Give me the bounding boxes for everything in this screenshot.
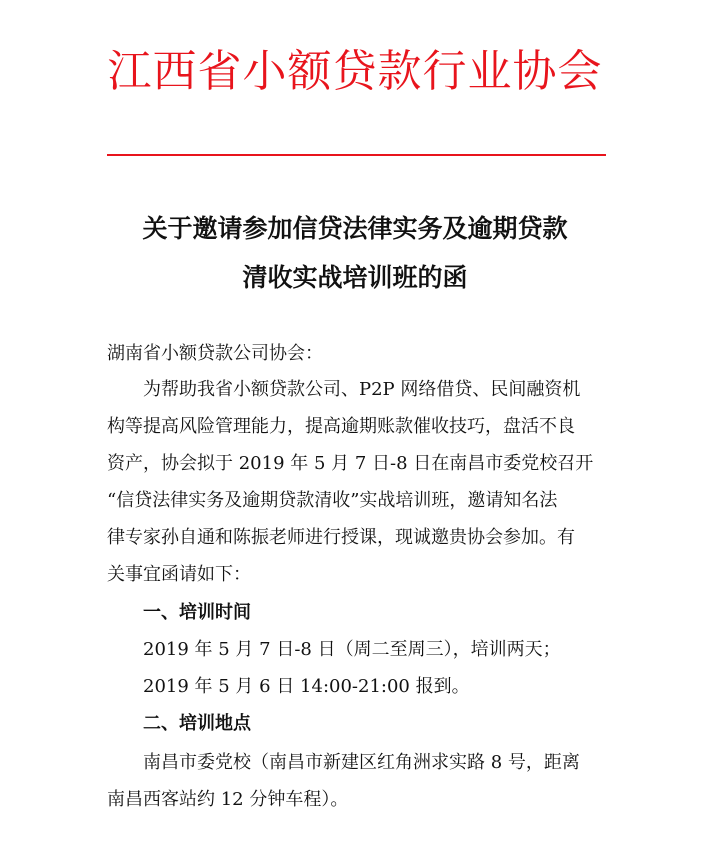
intro-line: 构等提高风险管理能力，提高逾期账款催收技巧，盘活不良 [107, 416, 575, 437]
intro-line: 为帮助我省小额贷款公司、P2P 网络借贷、民间融资机 [143, 379, 581, 400]
letter-title-line-2: 清收实战培训班的函 [242, 263, 468, 292]
section-heading-training-time: 一、培训时间 [143, 602, 251, 623]
letter-title-line-1: 关于邀请参加信贷法律实务及逾期贷款 [142, 214, 568, 243]
intro-line: 律专家孙自通和陈振老师进行授课，现诚邀贵协会参加。有 [107, 527, 575, 548]
training-location-line: 南昌市委党校（南昌市新建区红角洲求实路 8 号，距离 [143, 752, 580, 773]
training-time-line: 2019 年 5 月 7 日-8 日（周二至周三），培训两天； [143, 639, 561, 660]
training-location-line: 南昌西客站约 12 分钟车程）。 [107, 789, 349, 810]
intro-line: 资产，协会拟于 2019 年 5 月 7 日-8 日在南昌市委党校召开 [107, 453, 594, 474]
salutation: 湖南省小额贷款公司协会： [107, 343, 323, 364]
training-time-line: 2019 年 5 月 6 日 14:00-21:00 报到。 [143, 676, 470, 697]
letterhead-divider [107, 154, 606, 156]
organization-letterhead: 江西省小额贷款行业协会 [107, 46, 603, 97]
intro-line: 关事宜函请如下： [107, 564, 251, 585]
section-heading-training-location: 二、培训地点 [143, 713, 251, 734]
intro-line: “信贷法律实务及逾期贷款清收”实战培训班，邀请知名法 [107, 490, 558, 511]
